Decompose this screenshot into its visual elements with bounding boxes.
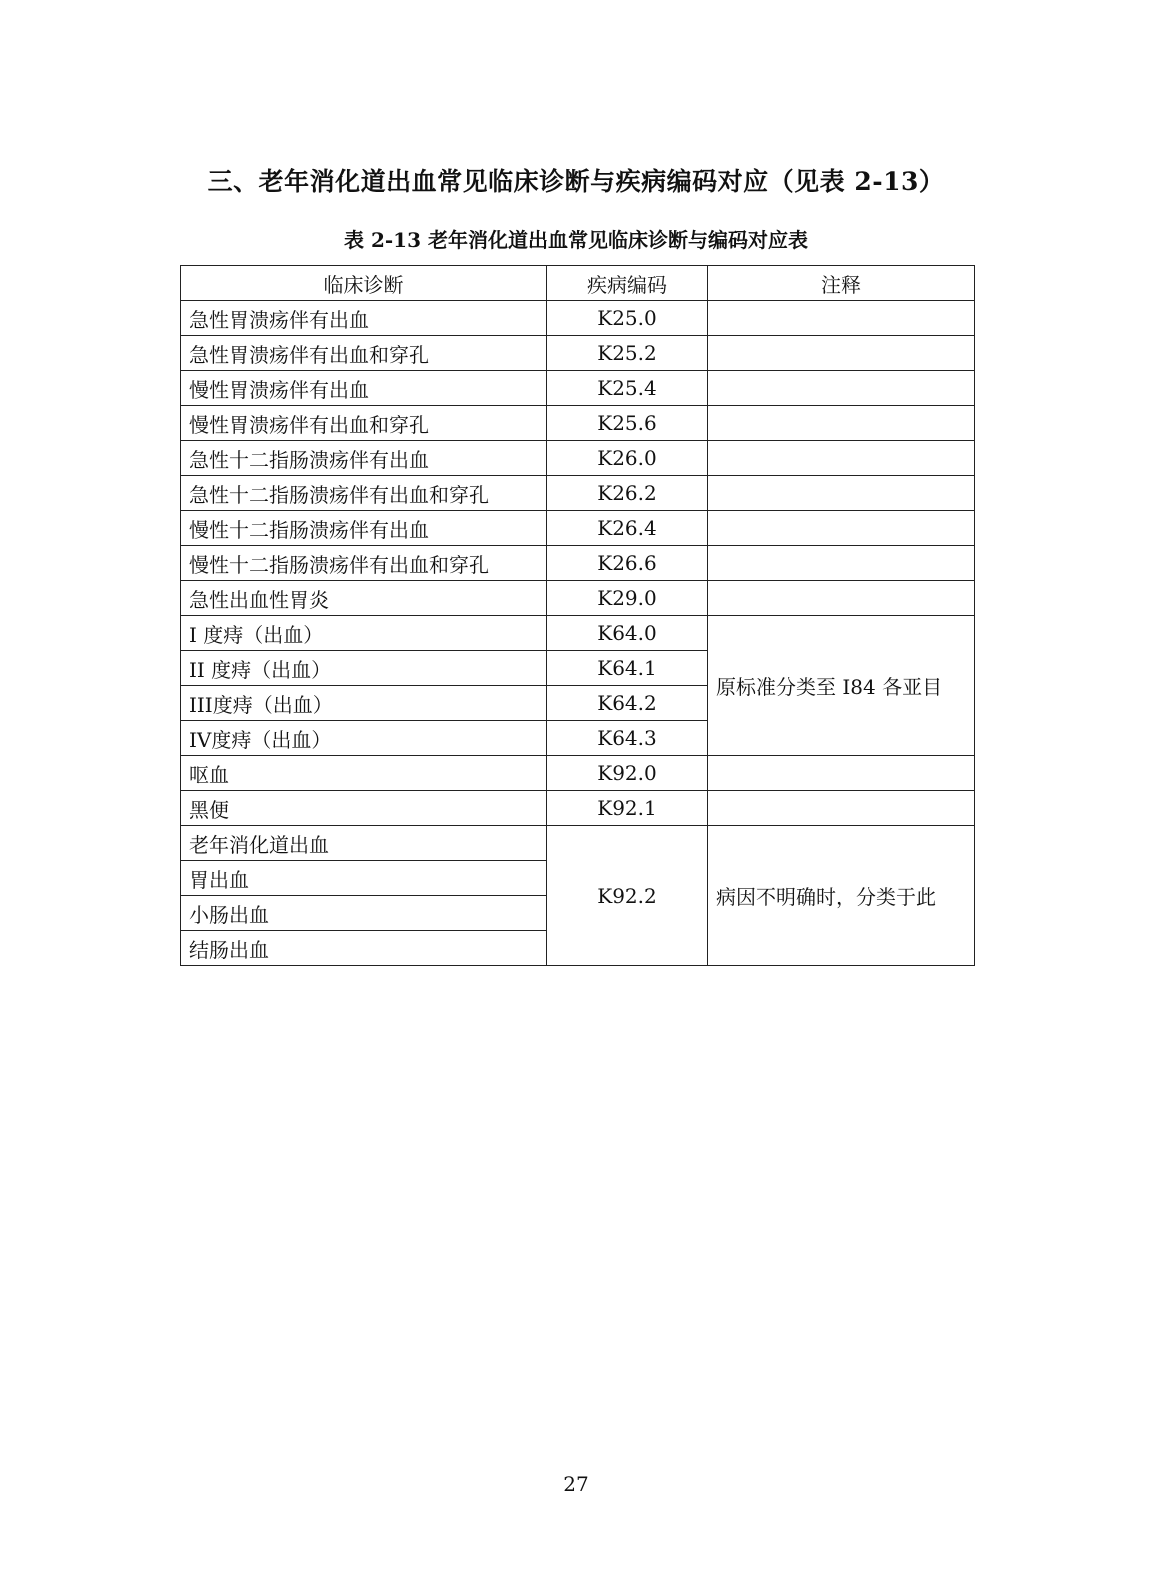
- table-caption: 表 2-13 老年消化道出血常见临床诊断与编码对应表: [344, 228, 808, 252]
- code-cell: K25.0: [547, 301, 708, 336]
- diagnosis-cell: 黑便: [181, 791, 547, 826]
- table-row: [181, 371, 975, 406]
- diagnosis-cell: 急性胃溃疡伴有出血和穿孔: [181, 336, 547, 371]
- table-row: [181, 826, 975, 861]
- header-code: 疾病编码: [547, 266, 708, 301]
- note-cell: 病因不明确时，分类于此: [708, 826, 975, 966]
- section-heading: 三、老年消化道出血常见临床诊断与疾病编码对应（见表 2-13）: [207, 167, 945, 196]
- table-row: [181, 616, 975, 651]
- diagnosis-cell: II 度痔（出血）: [181, 651, 547, 686]
- diagnosis-cell: 急性十二指肠溃疡伴有出血: [181, 441, 547, 476]
- table-row: [181, 406, 975, 441]
- diagnosis-cell: 慢性十二指肠溃疡伴有出血: [181, 511, 547, 546]
- diagnosis-cell: I 度痔（出血）: [181, 616, 547, 651]
- note-cell: [708, 756, 975, 791]
- table-row: [181, 441, 975, 476]
- code-cell: K29.0: [547, 581, 708, 616]
- diagnosis-cell: 急性胃溃疡伴有出血: [181, 301, 547, 336]
- diagnosis-cell: 呕血: [181, 756, 547, 791]
- code-cell: K64.2: [547, 686, 708, 721]
- note-cell: [708, 441, 975, 476]
- note-cell: [708, 511, 975, 546]
- table-row: [181, 581, 975, 616]
- note-cell: [708, 546, 975, 581]
- diagnosis-cell: 慢性胃溃疡伴有出血和穿孔: [181, 406, 547, 441]
- table-header-row: [181, 266, 975, 301]
- diagnosis-code-table: [180, 265, 975, 966]
- code-cell: K25.2: [547, 336, 708, 371]
- code-cell: K92.2: [547, 826, 708, 966]
- diagnosis-cell: 急性十二指肠溃疡伴有出血和穿孔: [181, 476, 547, 511]
- page-number: 27: [563, 1472, 589, 1496]
- note-cell: [708, 371, 975, 406]
- diagnosis-cell: III度痔（出血）: [181, 686, 547, 721]
- diagnosis-cell: IV度痔（出血）: [181, 721, 547, 756]
- header-diagnosis: 临床诊断: [181, 266, 547, 301]
- code-cell: K26.4: [547, 511, 708, 546]
- note-cell: [708, 406, 975, 441]
- code-cell: K25.6: [547, 406, 708, 441]
- diagnosis-cell: 慢性胃溃疡伴有出血: [181, 371, 547, 406]
- code-cell: K64.0: [547, 616, 708, 651]
- diagnosis-cell: 胃出血: [181, 861, 547, 896]
- table-row: [181, 756, 975, 791]
- diagnosis-cell: 小肠出血: [181, 896, 547, 931]
- note-cell: [708, 581, 975, 616]
- code-cell: K26.6: [547, 546, 708, 581]
- note-cell: [708, 476, 975, 511]
- note-cell: 原标准分类至 I84 各亚目: [708, 616, 975, 756]
- code-cell: K92.0: [547, 756, 708, 791]
- header-note: 注释: [708, 266, 975, 301]
- table-row: [181, 301, 975, 336]
- table-row: [181, 336, 975, 371]
- note-cell: [708, 791, 975, 826]
- note-cell: [708, 336, 975, 371]
- table-row: [181, 476, 975, 511]
- code-cell: K25.4: [547, 371, 708, 406]
- table-row: [181, 546, 975, 581]
- code-cell: K64.1: [547, 651, 708, 686]
- table-body: [181, 301, 975, 966]
- code-cell: K64.3: [547, 721, 708, 756]
- diagnosis-cell: 结肠出血: [181, 931, 547, 966]
- diagnosis-cell: 慢性十二指肠溃疡伴有出血和穿孔: [181, 546, 547, 581]
- table-row: [181, 511, 975, 546]
- diagnosis-cell: 急性出血性胃炎: [181, 581, 547, 616]
- code-cell: K92.1: [547, 791, 708, 826]
- table-row: [181, 791, 975, 826]
- code-cell: K26.2: [547, 476, 708, 511]
- note-cell: [708, 301, 975, 336]
- diagnosis-cell: 老年消化道出血: [181, 826, 547, 861]
- code-cell: K26.0: [547, 441, 708, 476]
